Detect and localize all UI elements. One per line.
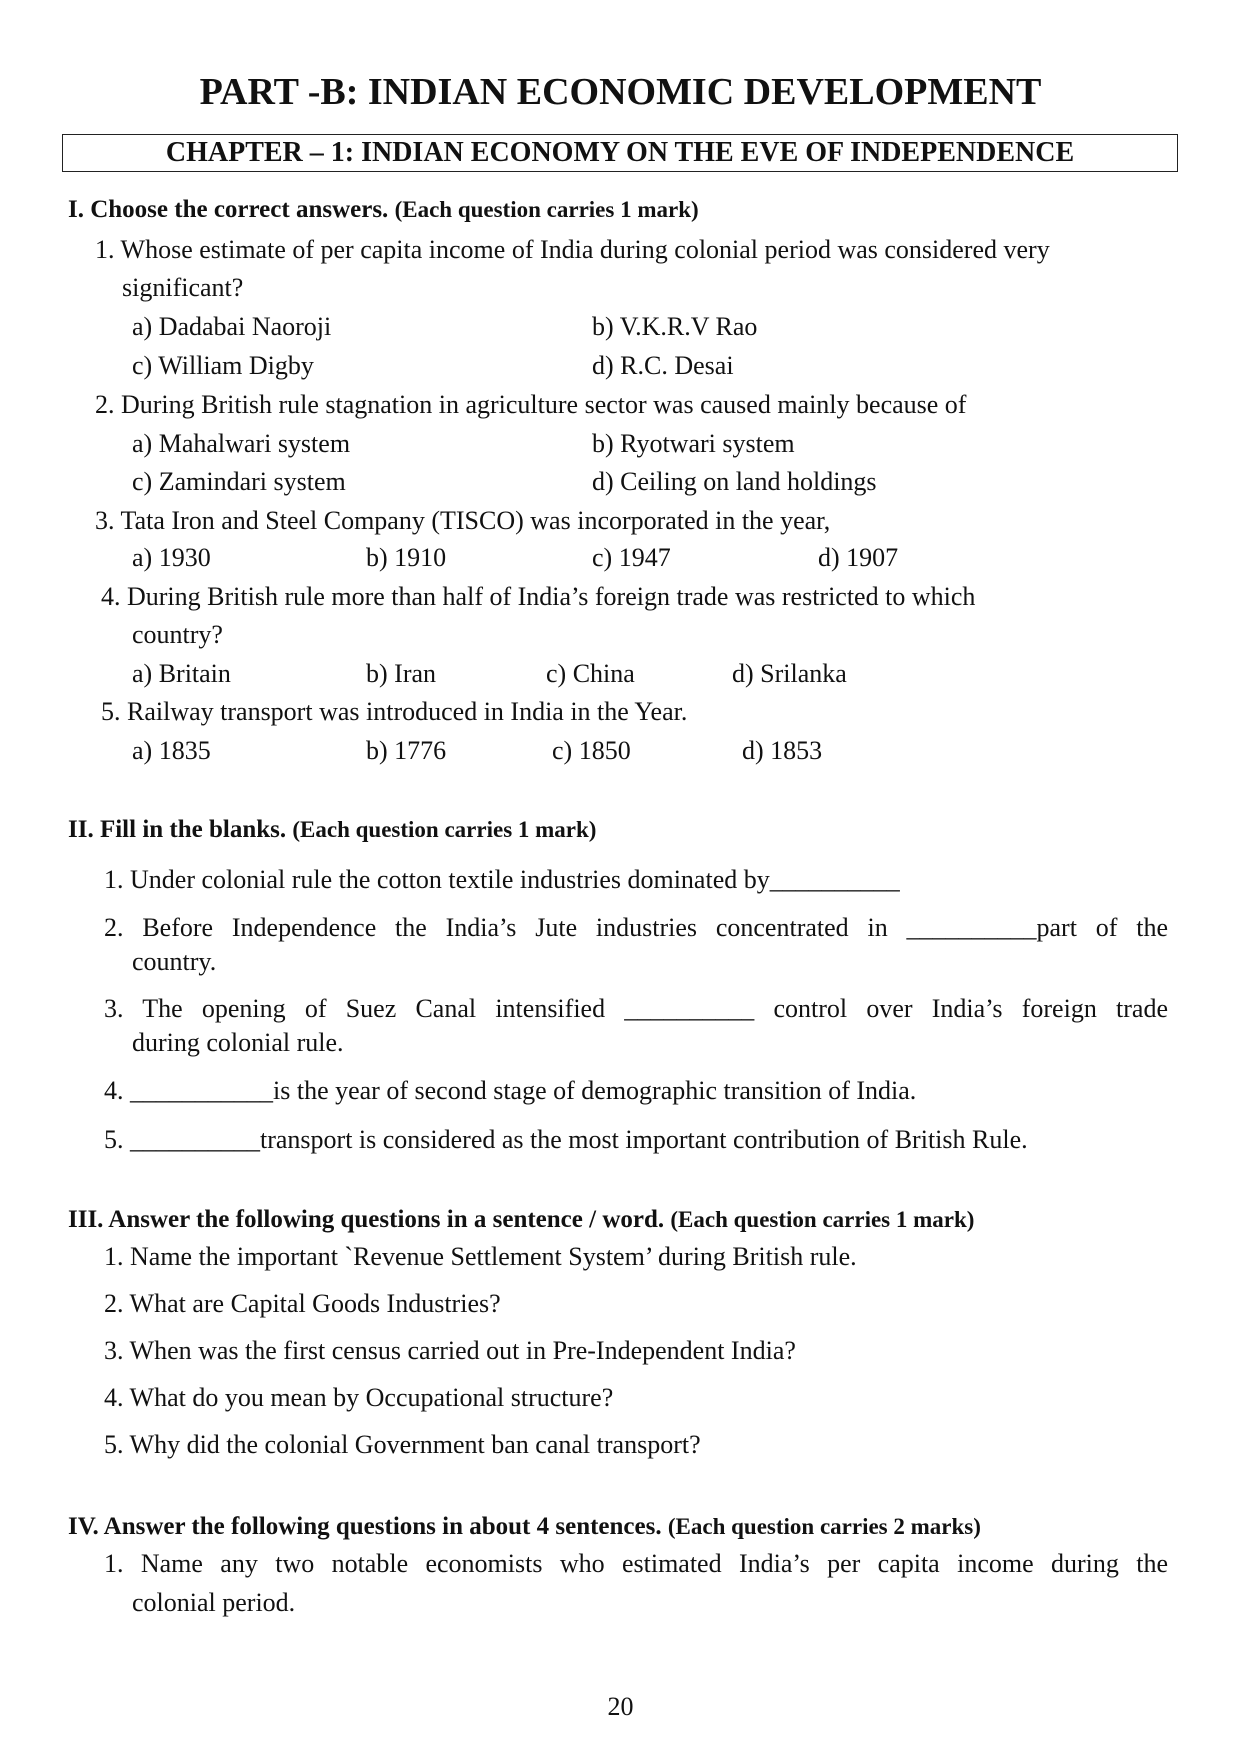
question: 4. What do you mean by Occupational structure? (104, 1383, 614, 1412)
option: c) 1947 (592, 543, 671, 572)
question: 3. When was the first census carried out in Pre-Independent India? (104, 1336, 796, 1365)
option: d) 1907 (818, 543, 899, 572)
option: a) Britain (132, 659, 231, 688)
question: 2. Before Independence the India’s Jute industries concentrated in __________part of the (104, 913, 1168, 942)
option: a) 1930 (132, 543, 211, 572)
question-continued: country. (132, 947, 217, 976)
option: b) V.K.R.V Rao (592, 312, 758, 341)
question: 3. The opening of Suez Canal intensified __________ control over India’s foreign trade (104, 994, 1168, 1023)
option: c) 1850 (552, 736, 631, 765)
question: 2. During British rule stagnation in agriculture sector was caused mainly because of (95, 390, 967, 419)
question-continued: colonial period. (132, 1588, 296, 1617)
option: b) 1910 (366, 543, 447, 572)
section-heading: III. Answer the following questions in a sentence / word. (Each question carries 1 mark) (68, 1206, 975, 1233)
question-continued: during colonial rule. (132, 1028, 344, 1057)
option: d) R.C. Desai (592, 351, 734, 380)
question: 5. Why did the colonial Government ban canal transport? (104, 1430, 701, 1459)
option: a) 1835 (132, 736, 211, 765)
option: d) 1853 (742, 736, 823, 765)
question: 1. Name any two notable economists who estimated India’s per capita income during the (104, 1549, 1168, 1578)
chapter-title: CHAPTER – 1: INDIAN ECONOMY ON THE EVE OF INDEPENDENCE (62, 134, 1178, 172)
option: d) Srilanka (732, 659, 847, 688)
part-title: PART -B: INDIAN ECONOMIC DEVELOPMENT (199, 71, 1042, 113)
question: 2. What are Capital Goods Industries? (104, 1289, 501, 1318)
option: d) Ceiling on land holdings (592, 467, 877, 496)
question: 1. Whose estimate of per capita income of India during colonial period was considered very (95, 235, 1050, 264)
option: a) Dadabai Naoroji (132, 312, 332, 341)
option: b) Ryotwari system (592, 429, 795, 458)
question: 3. Tata Iron and Steel Company (TISCO) was incorporated in the year, (95, 506, 831, 535)
option: c) William Digby (132, 351, 314, 380)
question: 5. Railway transport was introduced in India in the Year. (101, 697, 688, 726)
option: a) Mahalwari system (132, 429, 351, 458)
question: 5. __________transport is considered as the most important contribution of British Rule. (104, 1125, 1028, 1154)
question: 4. During British rule more than half of India’s foreign trade was restricted to which (101, 582, 976, 611)
question: 1. Name the important `Revenue Settlement System’ during British rule. (104, 1242, 857, 1271)
section-heading: I. Choose the correct answers. (Each question carries 1 mark) (68, 196, 699, 223)
question: 1. Under colonial rule the cotton textile industries dominated by__________ (104, 865, 900, 894)
option: c) Zamindari system (132, 467, 346, 496)
option: c) China (546, 659, 635, 688)
section-heading: IV. Answer the following questions in about 4 sentences. (Each question carries 2 marks) (68, 1513, 981, 1540)
option: b) 1776 (366, 736, 447, 765)
question-continued: country? (132, 620, 223, 649)
page-number: 20 (607, 1692, 634, 1721)
section-heading: II. Fill in the blanks. (Each question carries 1 mark) (68, 816, 597, 843)
question: 4. ___________is the year of second stage of demographic transition of India. (104, 1076, 917, 1105)
question-continued: significant? (122, 273, 244, 302)
option: b) Iran (366, 659, 437, 688)
